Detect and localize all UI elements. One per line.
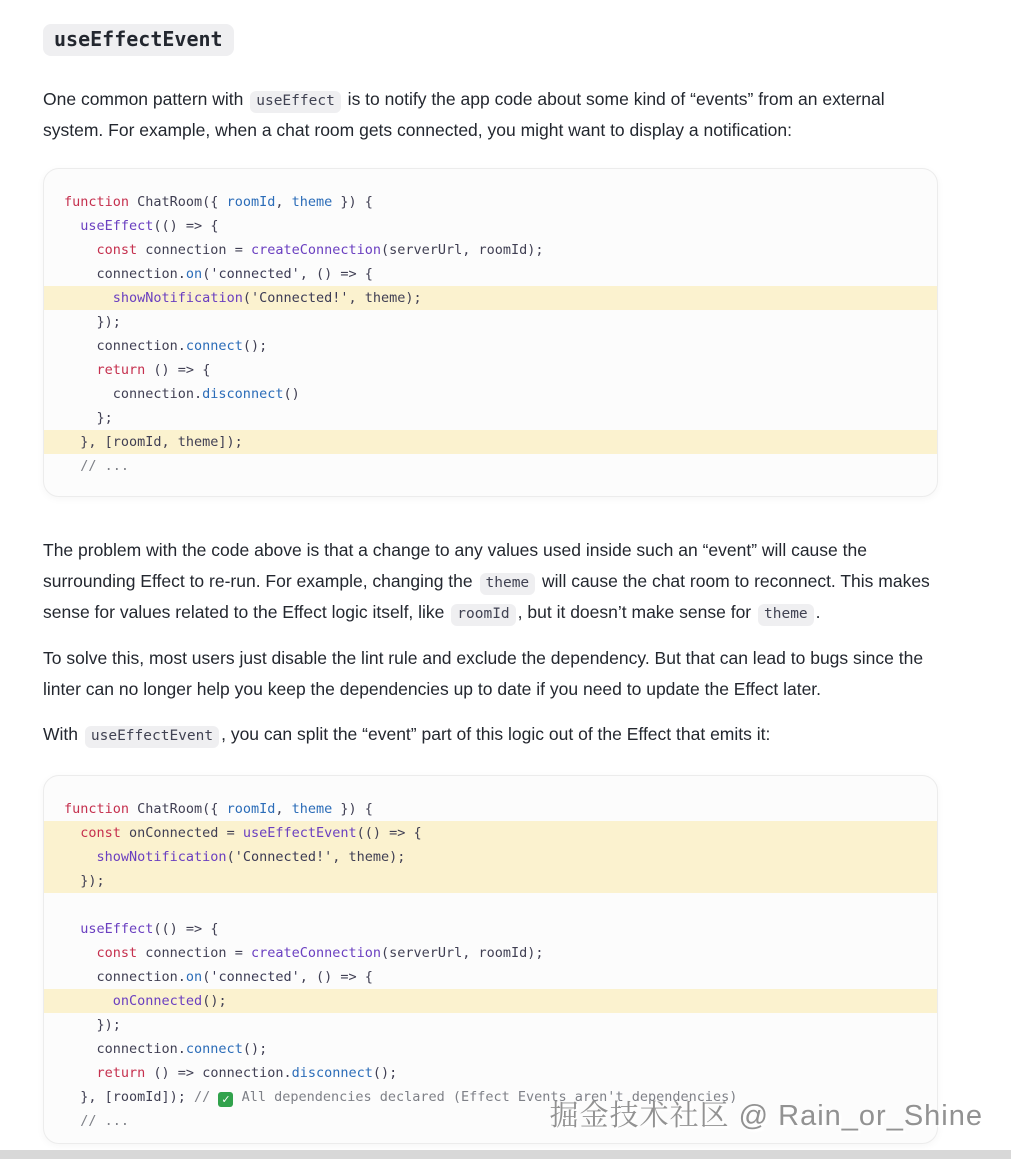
paragraph-problem: The problem with the code above is that a change to any values used inside such an “event” will cause the surrounding Effect to re-run. For example, changing the theme will cause the chat room to reconnect. This makes sense for values related to the Effect logic itself, like roomId , but it doesn’t make sense for theme . [43,535,938,628]
code-line [44,941,937,965]
code-token: showNotification [96,849,227,865]
code-token [64,849,97,865]
code-token: 'connected' [210,969,300,985]
code-token: createConnection [250,242,381,258]
code-line [44,334,937,358]
code-token: }) { [332,801,373,817]
code-token: (); [372,1065,398,1081]
code-line [44,869,937,893]
code-token: (); [242,1041,268,1057]
code-token: useEffect [80,218,154,234]
code-token: ( [202,969,211,985]
code-token [64,945,97,961]
code-token: (() => { [153,218,219,234]
inline-code: roomId [451,604,515,626]
code-block-use-effect [43,168,938,497]
code-line [44,845,937,869]
code-token: connect [185,338,243,354]
code-token: 'Connected!' [234,849,333,865]
code-line [44,382,937,406]
code-token: const [96,242,138,258]
code-token [64,362,97,378]
code-token: connection. [64,266,186,282]
code-line [44,1013,937,1037]
heading-row [43,0,938,56]
code-token: (serverUrl, roomId); [381,242,544,258]
code-line [44,989,937,1013]
code-token [64,218,80,234]
code-line [44,214,937,238]
code-token: connection. [64,386,203,402]
code-token: connection. [64,969,186,985]
code-token: disconnect [202,386,284,402]
code-line [44,965,937,989]
code-line [44,917,937,941]
code-token: const [96,945,138,961]
code-token: , () => { [299,969,373,985]
doc-content [43,0,938,1144]
code-token: ( [226,849,235,865]
code-token: , [275,801,292,817]
code-token: () => connection. [145,1065,292,1081]
code-token: () [283,386,300,402]
code-token: roomId [226,801,276,817]
code-token: useEffect [80,921,154,937]
code-token: connection. [64,338,186,354]
code-line [44,797,937,821]
code-line [44,286,937,310]
code-token: 'connected' [210,266,300,282]
code-token: connection. [64,1041,186,1057]
code-token: // ... [64,1113,130,1129]
code-token [64,242,97,258]
code-token: }, [roomId]); [64,1089,195,1105]
code-token: , theme); [332,849,406,865]
code-token [64,1065,97,1081]
code-token: roomId [226,194,276,210]
code-token: connection = [137,945,251,961]
code-token: () => { [145,362,211,378]
code-line [44,262,937,286]
code-line [44,1037,937,1061]
code-token: ( [242,290,251,306]
code-token: // [194,1089,219,1105]
code-token: ( [202,266,211,282]
code-token: const [80,825,121,841]
code-token: 'Connected!' [250,290,349,306]
code-token: }) { [332,194,373,210]
code-line [44,406,937,430]
code-token: (); [202,993,227,1009]
code-token: useEffectEvent [242,825,357,841]
code-token: theme [291,801,333,817]
bottom-page-edge [0,1150,1011,1159]
code-token: }, [roomId, theme]); [64,434,243,450]
code-token: createConnection [250,945,381,961]
inline-code: theme [480,573,536,595]
inline-code: theme [758,604,814,626]
code-line [44,358,937,382]
code-token: }); [64,314,121,330]
code-token: on [185,969,203,985]
code-line [44,1061,937,1085]
code-token: return [96,362,146,378]
code-token: ChatRoom({ [129,194,227,210]
code-token: , theme); [348,290,422,306]
code-token: disconnect [291,1065,373,1081]
code-line [44,454,937,478]
code-token [64,993,113,1009]
code-token: , [275,194,292,210]
code-token: showNotification [112,290,243,306]
code-line [44,238,937,262]
paragraph-split: With useEffectEvent , you can split the “event” part of this logic out of the Effect that emits it: [43,719,938,750]
code-block-use-effect-event [43,775,938,1144]
code-token: on [185,266,203,282]
code-token: All dependencies declared (Effect Events aren't dependencies) [233,1089,738,1105]
inline-code: useEffect [250,91,341,113]
code-token [64,921,80,937]
code-line [44,430,937,454]
code-token: (); [242,338,268,354]
code-token: (serverUrl, roomId); [381,945,544,961]
code-token [64,825,80,841]
code-line [44,310,937,334]
paragraph-lint: To solve this, most users just disable the lint rule and exclude the dependency. But that can lead to bugs since the linter can no longer help you keep the dependencies up to date if you need to update the Effect later. [43,648,924,699]
paragraph-intro: One common pattern with useEffect is to notify the app code about some kind of “events” from an external system. For example, when a chat room gets connected, you might want to display a notification: [43,89,885,140]
code-token: }; [64,410,113,426]
code-token: ChatRoom({ [129,801,227,817]
code-token: theme [291,194,333,210]
code-token: function [64,801,130,817]
code-line [44,190,937,214]
code-token: }); [64,873,105,889]
code-token: onConnected = [120,825,243,841]
code-token: return [96,1065,146,1081]
code-line [44,893,937,917]
code-token: (() => { [153,921,219,937]
code-token: connect [185,1041,243,1057]
code-token: , () => { [299,266,373,282]
code-token [64,290,113,306]
code-token: // ... [64,458,130,474]
code-token: (() => { [356,825,422,841]
watermark: 掘金技术社区 @ Rain_or_Shine [549,1100,983,1132]
code-token: }); [64,1017,121,1033]
page-title: useEffectEvent [43,24,234,56]
check-emoji-icon: ✓ [218,1092,233,1107]
inline-code: useEffectEvent [85,726,219,748]
code-token: connection = [137,242,251,258]
code-line [44,821,937,845]
code-token: function [64,194,130,210]
code-token: onConnected [112,993,203,1009]
